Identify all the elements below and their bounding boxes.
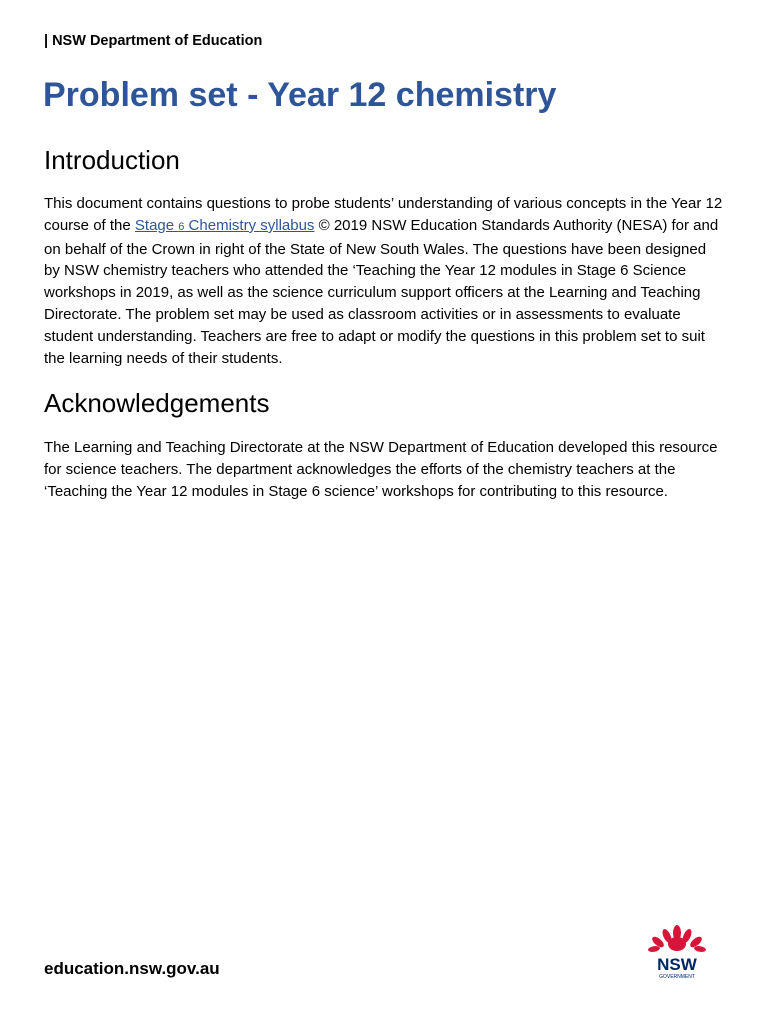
acknowledgements-paragraph: The Learning and Teaching Directorate at the NSW Department of Education developed this resource for science teachers. The department acknowledges the efforts of the chemistry teachers at the ‘Teaching the Year 12 modules in Stage 6 science’ workshops for contributing to this resource. [44, 439, 718, 500]
document-title: Problem set - Year 12 chemistry [43, 76, 557, 114]
introduction-heading: Introduction [44, 145, 180, 175]
nsw-logo-text: NSW [657, 955, 697, 974]
acknowledgements-heading: Acknowledgements [44, 388, 270, 418]
intro-text-before-link: This document contains questions to probe students’ understanding of various concepts in the Year 12 course of the [44, 195, 723, 234]
syllabus-link-rest: Chemistry syllabus [184, 216, 315, 234]
header-org-line: | NSW Department of Education [44, 33, 263, 49]
waratah-icon [646, 924, 708, 980]
introduction-paragraph [44, 193, 726, 369]
syllabus-link-number: 6 [178, 220, 185, 233]
syllabus-link-word: Stage [134, 216, 179, 234]
syllabus-link[interactable] [135, 217, 315, 234]
intro-text-after-link: © 2019 NSW Education Standards Authority (NESA) for and on behalf of the Crown in right of the State of New South Wales. The questions have been designed by NSW chemistry teachers who attended the ‘Teaching the Year 12 modules in Stage 6 Science workshops in 2019, as well as the science curriculum support officers at the Learning and Teaching Directorate. The problem set may be used as classroom activities or in assessments to evaluate student understanding. Teachers are free to adapt or modify the questions in this problem set to suit the learning needs of their students. [44, 216, 719, 367]
footer-url: education.nsw.gov.au [44, 959, 220, 978]
nsw-government-logo [646, 924, 708, 980]
nsw-logo-subtext: GOVERNMENT [659, 974, 695, 980]
